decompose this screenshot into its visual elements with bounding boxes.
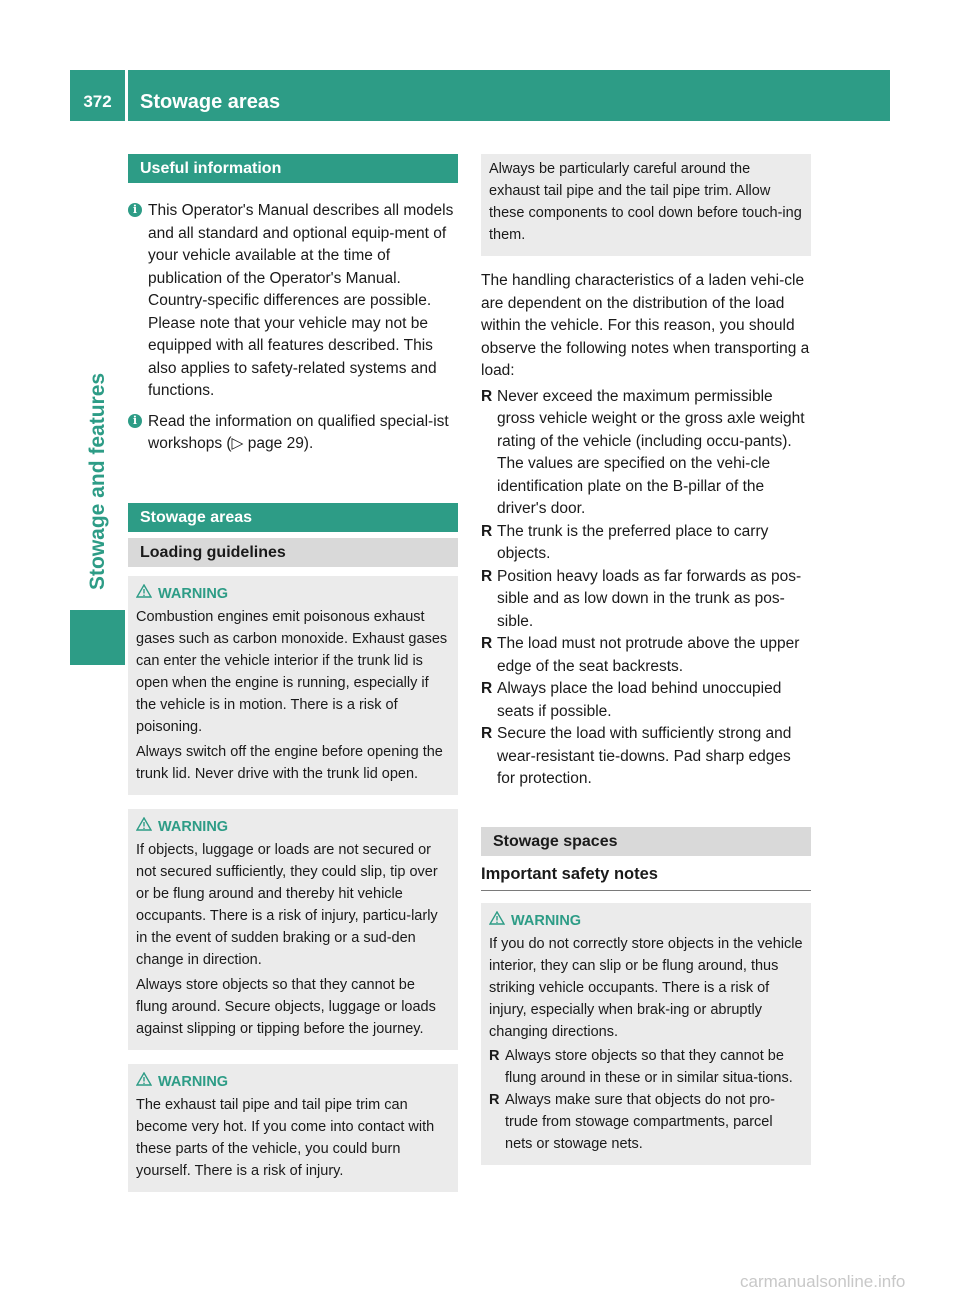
list-item: R The load must not protrude above the upper edge of the seat backrests. [481, 633, 811, 678]
warning-title: WARNING [158, 1073, 229, 1090]
warning-triangle-icon [136, 584, 158, 604]
header-divider [125, 70, 128, 121]
stowage-spaces-heading: Stowage spaces [481, 827, 811, 856]
info-note-1: i This Operator's Manual describes all models and all standard and optional equip-ment of your vehicle available at the time of publication of the Operator's Manual. Country-specific differences are possible. Please note that your vehicle may not be equipped with all features described. This also applies to safety-related systems and functions. [128, 200, 458, 403]
info-icon: i [128, 203, 142, 217]
note-box-tailpipe [481, 154, 811, 256]
list-item: R Always place the load behind unoccupied seats if possible. [481, 678, 811, 723]
side-tab-label: Stowage and features [86, 372, 109, 590]
side-tab-marker [70, 610, 125, 665]
warning-title: WARNING [158, 585, 229, 602]
left-column [128, 154, 458, 1192]
warning-triangle-icon [489, 911, 511, 931]
warning-box-exhaust-gas [128, 576, 458, 795]
page-number: 372 [83, 92, 112, 111]
list-item: R Always store objects so that they cannot be flung around in these or in similar situa-tions. [489, 1045, 803, 1089]
loading-guidelines-heading: Loading guidelines [128, 538, 458, 567]
list-item: R Always make sure that objects do not pro-trude from stowage compartments, parcel nets or stowage nets. [489, 1089, 803, 1155]
stowage-areas-heading: Stowage areas [128, 503, 458, 532]
list-item: R Position heavy loads as far forwards as pos-sible and as low down in the trunk as pos-sible. [481, 566, 811, 634]
warning-triangle-icon [136, 817, 158, 837]
right-column [481, 154, 811, 1165]
note-text: Always be particularly careful around the exhaust tail pipe and the tail pipe trim. Allow these components to cool down before touch-ing them. [489, 161, 802, 243]
warning-text: The exhaust tail pipe and tail pipe trim can become very hot. If you come into contact with these parts of the vehicle, you could burn yourself. There is a risk of injury. [136, 1097, 435, 1180]
warning-title: WARNING [158, 818, 229, 835]
watermark: carmanualsonline.info [740, 1272, 906, 1291]
useful-info-heading: Useful information [128, 154, 458, 183]
handling-bullet-list [481, 386, 811, 791]
warning-text: Always switch off the engine before opening the trunk lid. Never drive with the trunk lid open. [136, 743, 443, 782]
list-item: R Secure the load with sufficiently strong and wear-resistant tie-downs. Pad sharp edges for protection. [481, 723, 811, 791]
warning-triangle-icon [136, 1072, 158, 1092]
warning-box-stowed-objects [481, 903, 811, 1165]
warning-title: WARNING [511, 912, 582, 929]
info-note-2: i Read the information on qualified special-ist workshops (▷ page 29). [128, 411, 458, 456]
safety-notes-heading: Important safety notes [481, 865, 811, 891]
warning-bullet-list [489, 1045, 803, 1155]
warning-text: If you do not correctly store objects in the vehicle interior, they can slip or be flung around, thus striking vehicle occupants. There is a risk of injury, especially when brak-ing or abruptly changing directions. [489, 935, 803, 1040]
warning-box-hot-tailpipe [128, 1064, 458, 1192]
page-title: Stowage areas [140, 91, 281, 113]
info-icon: i [128, 414, 142, 428]
handling-intro: The handling characteristics of a laden vehi-cle are dependent on the distribution of the load within the vehicle. For this reason, you should observe the following notes when transporting a load: [481, 272, 810, 379]
warning-box-unsecured-loads [128, 809, 458, 1050]
warning-text: If objects, luggage or loads are not secured or not secured sufficiently, they could slip, tip over or be flung around and thereby hit vehicle occupants. There is a risk of injury, particu-larly in the event of sudden braking or a sud-den change in direction. [136, 841, 438, 968]
warning-text: Always store objects so that they cannot be flung around. Secure objects, luggage or loads against slipping or tipping before the journey. [136, 976, 436, 1037]
list-item: R The trunk is the preferred place to carry objects. [481, 521, 811, 566]
list-item: R Never exceed the maximum permissible gross vehicle weight or the gross axle weight rating of the vehicle (including occu-pants). The values are specified on the vehi-cle identification plate on the B-pillar of the driver's door. [481, 386, 811, 521]
warning-text: Combustion engines emit poisonous exhaust gases such as carbon monoxide. Exhaust gases can enter the vehicle interior if the trunk lid is open when the engine is running, especially if the vehicle is in motion. There is a risk of poisoning. [136, 608, 448, 735]
